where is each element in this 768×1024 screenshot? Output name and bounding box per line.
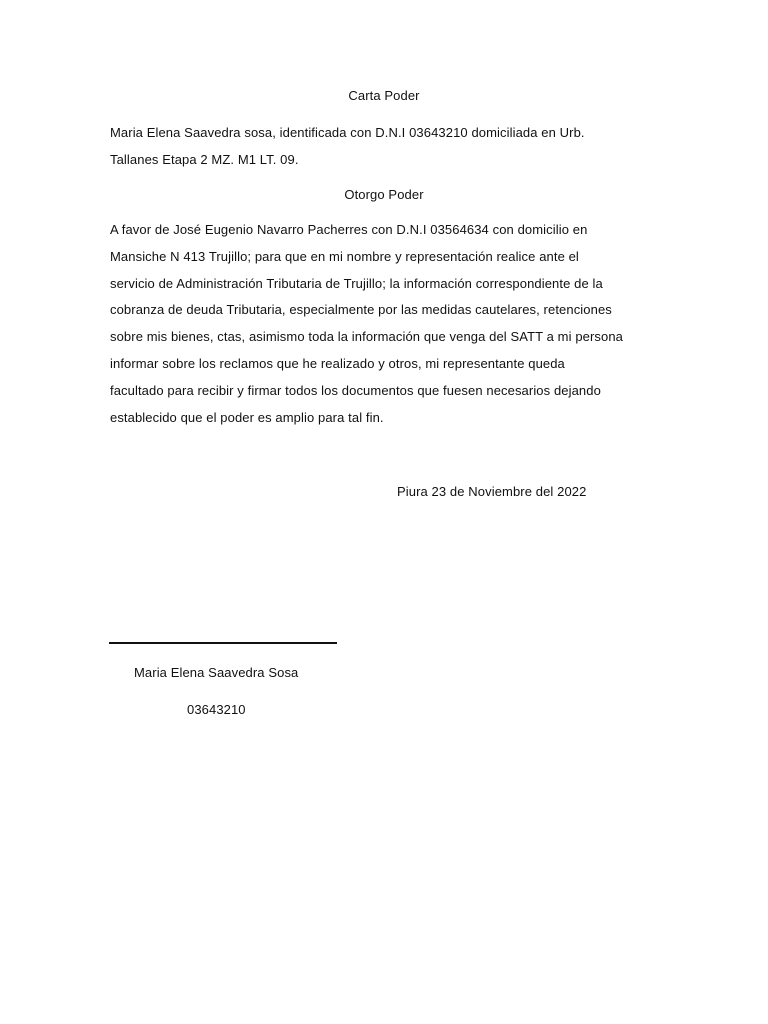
- signature-line: [109, 642, 337, 644]
- signer-name: Maria Elena Saavedra Sosa: [134, 665, 299, 680]
- intro-line: Maria Elena Saavedra sosa, identificada con D.N.I 03643210 domiciliada en Urb.: [110, 125, 585, 140]
- intro-line: Tallanes Etapa 2 MZ. M1 LT. 09.: [110, 152, 299, 167]
- place-and-date: Piura 23 de Noviembre del 2022: [397, 484, 587, 499]
- body-line: facultado para recibir y firmar todos los documentos que fuesen necesarios dejando: [110, 382, 601, 398]
- body-line: A favor de José Eugenio Navarro Pacherres con D.N.I 03564634 con domicilio en: [110, 222, 588, 237]
- body-line: informar sobre los reclamos que he realizado y otros, mi representante queda: [110, 355, 565, 371]
- section-heading: Otorgo Poder: [344, 187, 424, 202]
- body-line: establecido que el poder es amplio para tal fin.: [110, 409, 384, 425]
- body-line: cobranza de deuda Tributaria, especialmente por las medidas cautelares, retenciones: [110, 302, 612, 318]
- intro-paragraph: [110, 119, 670, 173]
- document-title: Carta Poder: [348, 88, 420, 103]
- body-paragraph: [110, 217, 670, 431]
- body-line: sobre mis bienes, ctas, asimismo toda la información que venga del SATT a mi persona: [110, 329, 623, 345]
- body-line: Mansiche N 413 Trujillo; para que en mi nombre y representación realice ante el: [110, 248, 579, 264]
- signer-dni: 03643210: [187, 702, 246, 717]
- body-line: servicio de Administración Tributaria de Trujillo; la información correspondiente de la: [110, 275, 603, 291]
